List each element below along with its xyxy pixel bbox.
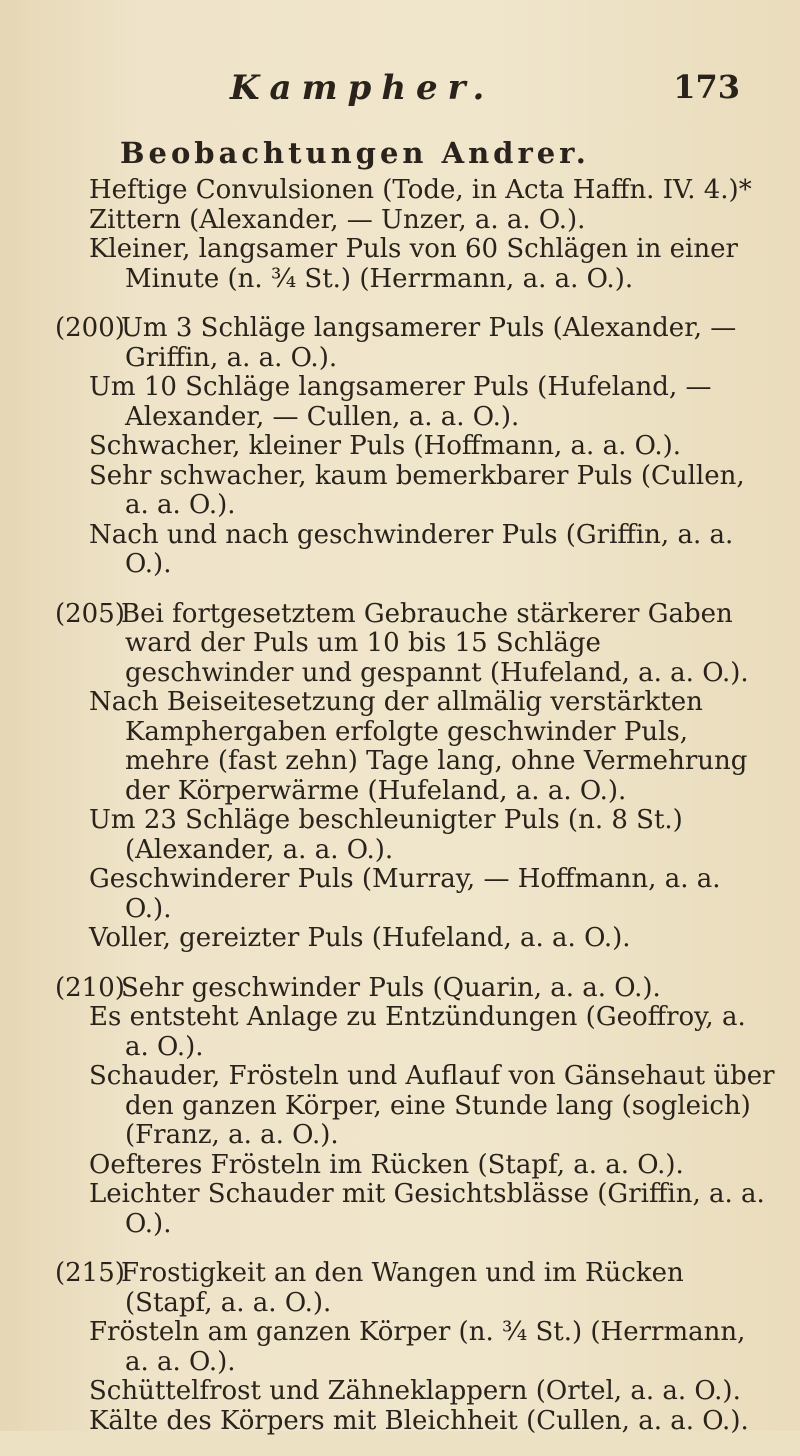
symptom-entry: Schwacher, kleiner Puls (Hoffmann, a. a. O.). bbox=[89, 431, 682, 461]
entry-number: (200) bbox=[55, 313, 125, 343]
symptom-entry: Frösteln am ganzen Körper (n. ¾ St.) (Herrmann, a. a. O.). bbox=[89, 1317, 746, 1377]
symptom-entry: Leichter Schauder mit Gesichtsblässe (Griffin, a. a. O.). bbox=[89, 1179, 765, 1239]
symptom-entry: Zittern (Alexander, — Unzer, a. a. O.). bbox=[89, 204, 586, 235]
symptom-entry: (200)Um 3 Schläge langsamerer Puls (Alexander, — Griffin, a. a. O.). bbox=[55, 313, 737, 373]
entry-group bbox=[55, 974, 775, 1240]
entry-group bbox=[55, 314, 775, 580]
symptom-entry: Kleiner, langsamer Puls von 60 Schlägen in einer Minute (n. ¾ St.) (Herrmann, a. a. O.). bbox=[89, 234, 738, 294]
entry-group bbox=[55, 1259, 775, 1436]
symptom-entry: Um 23 Schläge beschleunigter Puls (n. 8 St.) (Alexander, a. a. O.). bbox=[89, 805, 683, 865]
running-title: Kampher. bbox=[230, 68, 495, 108]
symptom-entry: Voller, gereizter Puls (Hufeland, a. a. O.). bbox=[89, 923, 631, 953]
entry-group bbox=[55, 600, 775, 954]
symptom-entry: Es entsteht Anlage zu Entzündungen (Geoffroy, a. a. O.). bbox=[89, 1002, 746, 1062]
symptom-entry: (210)Sehr geschwinder Puls (Quarin, a. a. O.). bbox=[55, 972, 661, 1003]
page-header bbox=[60, 68, 740, 108]
symptom-entry: Geschwinderer Puls (Murray, — Hoffmann, a. a. O.). bbox=[89, 864, 721, 924]
symptom-entry: (205)Bei fortgesetztem Gebrauche stärkerer Gaben ward der Puls um 10 bis 15 Schläge geschwinder und gespannt (Hufeland, a. a. O.). bbox=[55, 598, 749, 688]
symptom-entry: Schüttelfrost und Zähneklappern (Ortel, a. a. O.). bbox=[89, 1376, 741, 1406]
symptom-entry: Sehr schwacher, kaum bemerkbarer Puls (Cullen, a. a. O.). bbox=[89, 460, 745, 520]
symptom-entry: Nach und nach geschwinderer Puls (Griffin, a. a. O.). bbox=[89, 519, 734, 579]
symptom-entry: Kälte des Körpers mit Bleichheit (Cullen, a. a. O.). bbox=[89, 1405, 749, 1436]
body-text bbox=[55, 176, 775, 1456]
entry-group bbox=[55, 176, 775, 294]
symptom-entry: Schauder, Frösteln und Auflauf von Gänsehaut über den ganzen Körper, eine Stunde lang (sogleich) (Franz, a. a. O.). bbox=[89, 1061, 775, 1150]
symptom-entry: Nach Beiseitesetzung der allmälig verstärkten Kamphergaben erfolgte geschwinder Puls, mehre (fast zehn) Tage lang, ohne Vermehrung der Körperwärme (Hufeland, a. a. O.). bbox=[89, 687, 748, 806]
entry-number: (215) bbox=[55, 1258, 125, 1288]
symptom-entry: (215)Frostigkeit an den Wangen und im Rücken (Stapf, a. a. O.). bbox=[55, 1258, 684, 1318]
page-number: 173 bbox=[673, 68, 740, 106]
entry-number: (205) bbox=[55, 598, 125, 629]
section-heading: Beobachtungen Andrer. bbox=[120, 136, 590, 170]
entry-number: (210) bbox=[55, 972, 125, 1003]
symptom-entry: Um 10 Schläge langsamerer Puls (Hufeland, — Alexander, — Cullen, a. a. O.). bbox=[89, 372, 712, 432]
symptom-entry: Heftige Convulsionen (Tode, in Acta Haffn. IV. 4.)* bbox=[89, 175, 752, 205]
symptom-entry: Oefteres Frösteln im Rücken (Stapf, a. a. O.). bbox=[89, 1149, 684, 1180]
